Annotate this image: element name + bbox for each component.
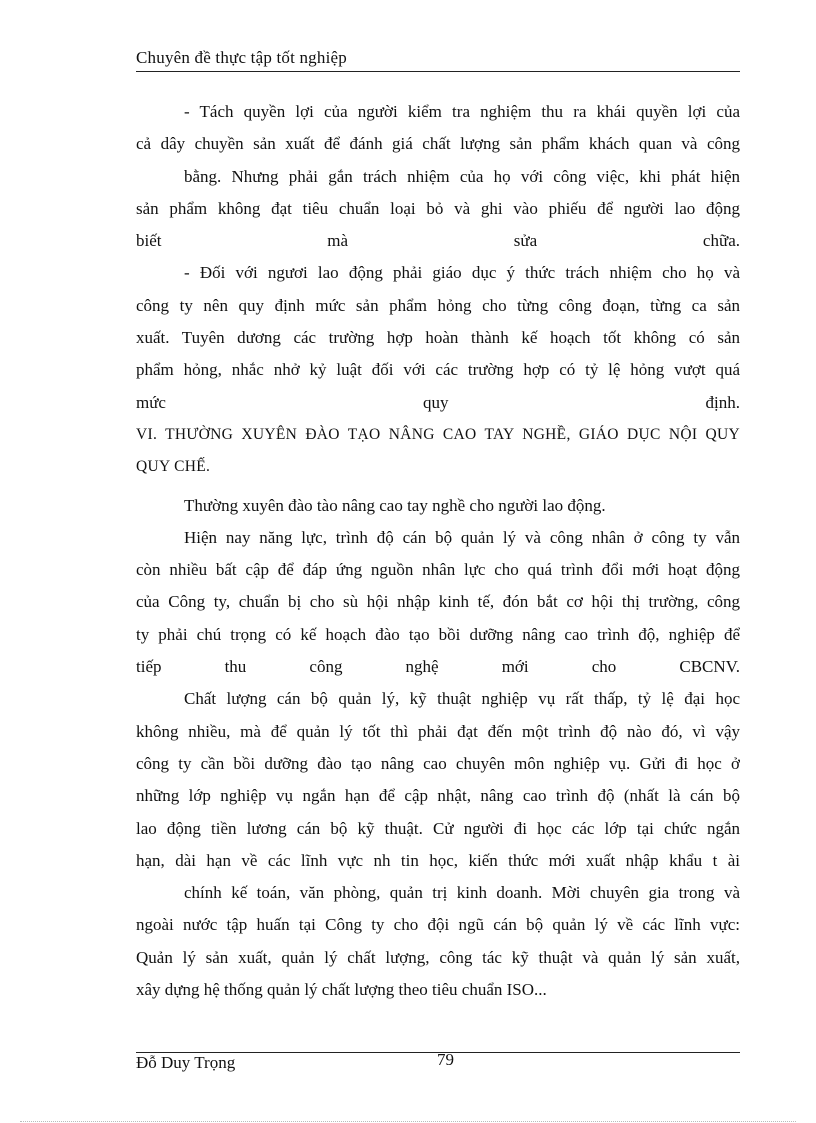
body-line: sản phẩm không đạt tiêu chuẩn loại bỏ và ghi vào phiếu để người lao động [136, 198, 740, 218]
body-line: không nhiều, mà để quản lý tốt thì phải đạt đến một trình độ nào đó, vì vậy [136, 721, 740, 741]
body-line: hạn, dài hạn về các lĩnh vực nh tin học, kiến thức mới xuất nhập khẩu t ài [136, 850, 740, 870]
body-line: còn nhiều bất cập để đáp ứng nguồn nhân lực cho quá trình đổi mới hoạt động [136, 560, 740, 580]
body-line: phẩm hỏng, nhắc nhở kỷ luật đối với các trường hợp có tỷ lệ hỏng vượt quá [136, 360, 740, 380]
body-line: Thường xuyên đào tào nâng cao tay nghề cho người lao động. [184, 495, 606, 515]
body-line: Chất lượng cán bộ quản lý, kỹ thuật nghiệp vụ rất thấp, tỷ lệ đại học [184, 689, 740, 709]
footer-author: Đỗ Duy Trọng [136, 1053, 236, 1072]
body-line: Hiện nay năng lực, trình độ cán bộ quản lý và công nhân ở công ty vẫn [184, 527, 740, 547]
body-line: biết mà sửa chữa. [136, 231, 740, 251]
body-line: lao động tiền lương cán bộ kỹ thuật. Cử người đi học các lớp tại chức ngắn [136, 818, 740, 838]
body-line: bằng. Nhưng phải gắn trách nhiệm của họ với công việc, khi phát hiện [184, 166, 740, 186]
page-edge-dotted-line [20, 1121, 796, 1122]
body-line: - Đối với ngươi lao động phải giáo dục ý thức trách nhiệm cho họ và [184, 263, 740, 283]
body-line: công ty cần bồi dưỡng đào tạo nâng cao chuyên môn nghiệp vụ. Gửi đi học ở [136, 753, 740, 773]
body-line: ty phải chú trọng có kế hoạch đào tạo bồi dưỡng nâng cao trình độ, nghiệp để [136, 624, 740, 644]
body-line: ngoài nước tập huấn tại Công ty cho đội ngũ cán bộ quản lý về các lĩnh vực: [136, 915, 740, 935]
header-rule [136, 71, 740, 72]
body-line: xây dựng hệ thống quản lý chất lượng theo tiêu chuẩn ISO... [136, 980, 547, 1000]
body-line: những lớp nghiệp vụ ngắn hạn để cập nhật, nâng cao trình độ (nhất là cán bộ [136, 786, 740, 806]
section-heading: VI. THƯỜNG XUYÊN ĐÀO TẠO NÂNG CAO TAY NGHỀ, GIÁO DỤC NỘI QUY [136, 425, 740, 443]
page-number: 79 [437, 1050, 454, 1069]
body-line: cả dây chuyền sản xuất để đánh giá chất lượng sản phẩm khách quan và công [136, 134, 740, 154]
body-line: tiếp thu công nghệ mới cho CBCNV. [136, 657, 740, 677]
body-line: - Tách quyền lợi của người kiểm tra nghiệm thu ra khái quyền lợi của [184, 102, 740, 121]
section-heading-cont: QUY CHẾ. [136, 458, 211, 476]
body-line: công ty nên quy định mức sản phẩm hỏng cho từng công đoạn, từng ca sản [136, 295, 740, 315]
body-line: Quản lý sản xuất, quản lý chất lượng, công tác kỹ thuật và quản lý sản xuất, [136, 947, 740, 967]
body-line: chính kế toán, văn phòng, quản trị kinh doanh. Mời chuyên gia trong và [184, 883, 740, 903]
body-line: của Công ty, chuẩn bị cho sù hội nhập kinh tế, đón bắt cơ hội thị trường, công [136, 592, 740, 612]
body-line: mức quy định. [136, 392, 740, 412]
page-body [136, 96, 740, 1006]
page-header-title: Chuyên đề thực tập tốt nghiệp [136, 48, 347, 67]
body-line: xuất. Tuyên dương các trường hợp hoàn thành kế hoạch tốt không có sản [136, 328, 740, 348]
